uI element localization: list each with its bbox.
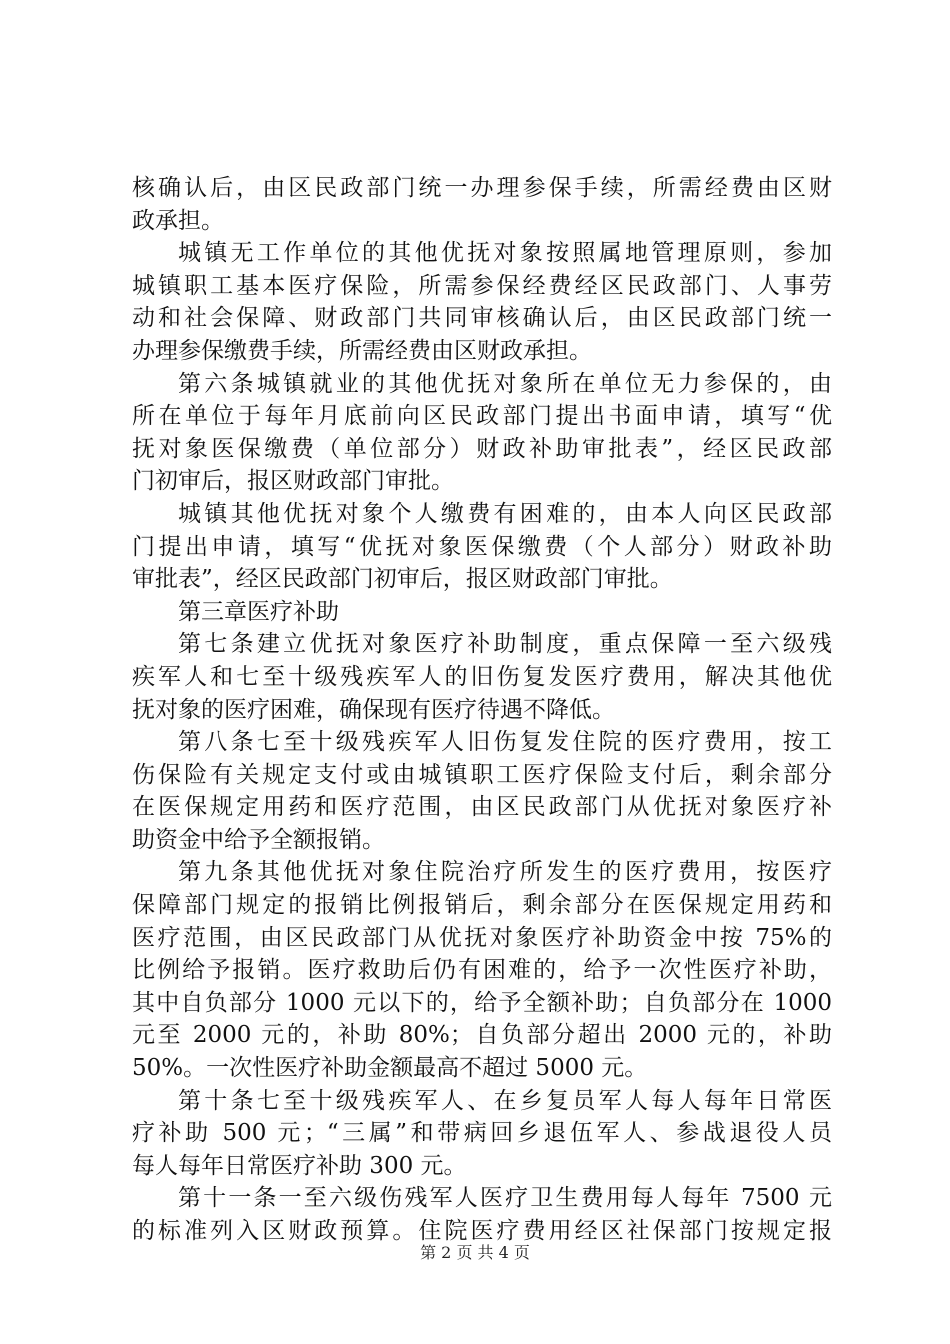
text-line: 疗补助 500 元；“三属”和带病回乡退伍军人、参战退役人员	[132, 1120, 832, 1147]
text-line: 疾军人和七至十级残疾军人的旧伤复发医疗费用，解决其他优	[132, 663, 832, 690]
document-body	[132, 172, 832, 1248]
text-line: 审批表”，经区民政部门初审后，报区财政部门审批。	[132, 566, 673, 593]
paragraph-first-line: 第六条城镇就业的其他优抚对象所在单位无力参保的，由	[178, 370, 832, 397]
text-line: 动和社会保障、财政部门共同审核确认后，由区民政部门统一	[132, 305, 832, 332]
text-line: 助资金中给予全额报销。	[132, 826, 385, 853]
text-line: 政承担。	[132, 207, 224, 234]
paragraph-first-line: 第七条建立优抚对象医疗补助制度，重点保障一至六级残	[178, 631, 832, 658]
text-line: 保障部门规定的报销比例报销后，剩余部分在医保规定用药和	[132, 892, 832, 919]
text-line: 50%。一次性医疗补助金额最高不超过 5000 元。	[132, 1055, 648, 1082]
text-line: 比例给予报销。医疗救助后仍有困难的，给予一次性医疗补助，	[132, 957, 832, 984]
paragraph-first-line: 第八条七至十级残疾军人旧伤复发住院的医疗费用，按工	[178, 729, 832, 756]
text-line: 抚对象医保缴费（单位部分）财政补助审批表”，经区民政部	[132, 435, 832, 462]
text-line: 办理参保缴费手续，所需经费由区财政承担。	[132, 337, 592, 364]
paragraph-first-line: 第十条七至十级残疾军人、在乡复员军人每人每年日常医	[178, 1087, 832, 1114]
paragraph-first-line: 城镇其他优抚对象个人缴费有困难的，由本人向区民政部	[178, 500, 832, 527]
text-line: 所在单位于每年月底前向区民政部门提出书面申请，填写“优	[132, 403, 832, 430]
text-line: 医疗范围，由区民政部门从优抚对象医疗补助资金中按 75%的	[132, 924, 832, 951]
text-line: 门提出申请，填写“优抚对象医保缴费（个人部分）财政补助	[132, 533, 832, 560]
page-footer: 第 2 页 共 4 页	[420, 1243, 530, 1262]
paragraph-first-line: 第九条其他优抚对象住院治疗所发生的医疗费用，按医疗	[178, 859, 832, 886]
text-line: 门初审后，报区财政部门审批。	[132, 468, 454, 495]
text-line: 核确认后，由区民政部门统一办理参保手续，所需经费由区财	[132, 175, 832, 201]
text-line: 抚对象的医疗困难，确保现有医疗待遇不降低。	[132, 696, 615, 723]
paragraph-first-line: 第三章医疗补助	[178, 598, 339, 625]
text-line: 其中自负部分 1000 元以下的，给予全额补助；自负部分在 1000	[132, 989, 832, 1016]
text-line: 的标准列入区财政预算。住院医疗费用经区社保部门按规定报	[132, 1218, 832, 1244]
text-line: 元至 2000 元的，补助 80%；自负部分超出 2000 元的，补助	[132, 1022, 832, 1049]
paragraph-first-line: 城镇无工作单位的其他优抚对象按照属地管理原则，参加	[178, 240, 832, 267]
text-line: 城镇职工基本医疗保险，所需参保经费经区民政部门、人事劳	[132, 272, 832, 299]
text-line: 在医保规定用药和医疗范围，由区民政部门从优抚对象医疗补	[132, 794, 832, 821]
text-line: 每人每年日常医疗补助 300 元。	[132, 1152, 467, 1179]
paragraph-first-line: 第十一条一至六级伤残军人医疗卫生费用每人每年 7500 元	[178, 1185, 832, 1212]
text-line: 伤保险有关规定支付或由城镇职工医疗保险支付后，剩余部分	[132, 761, 832, 788]
